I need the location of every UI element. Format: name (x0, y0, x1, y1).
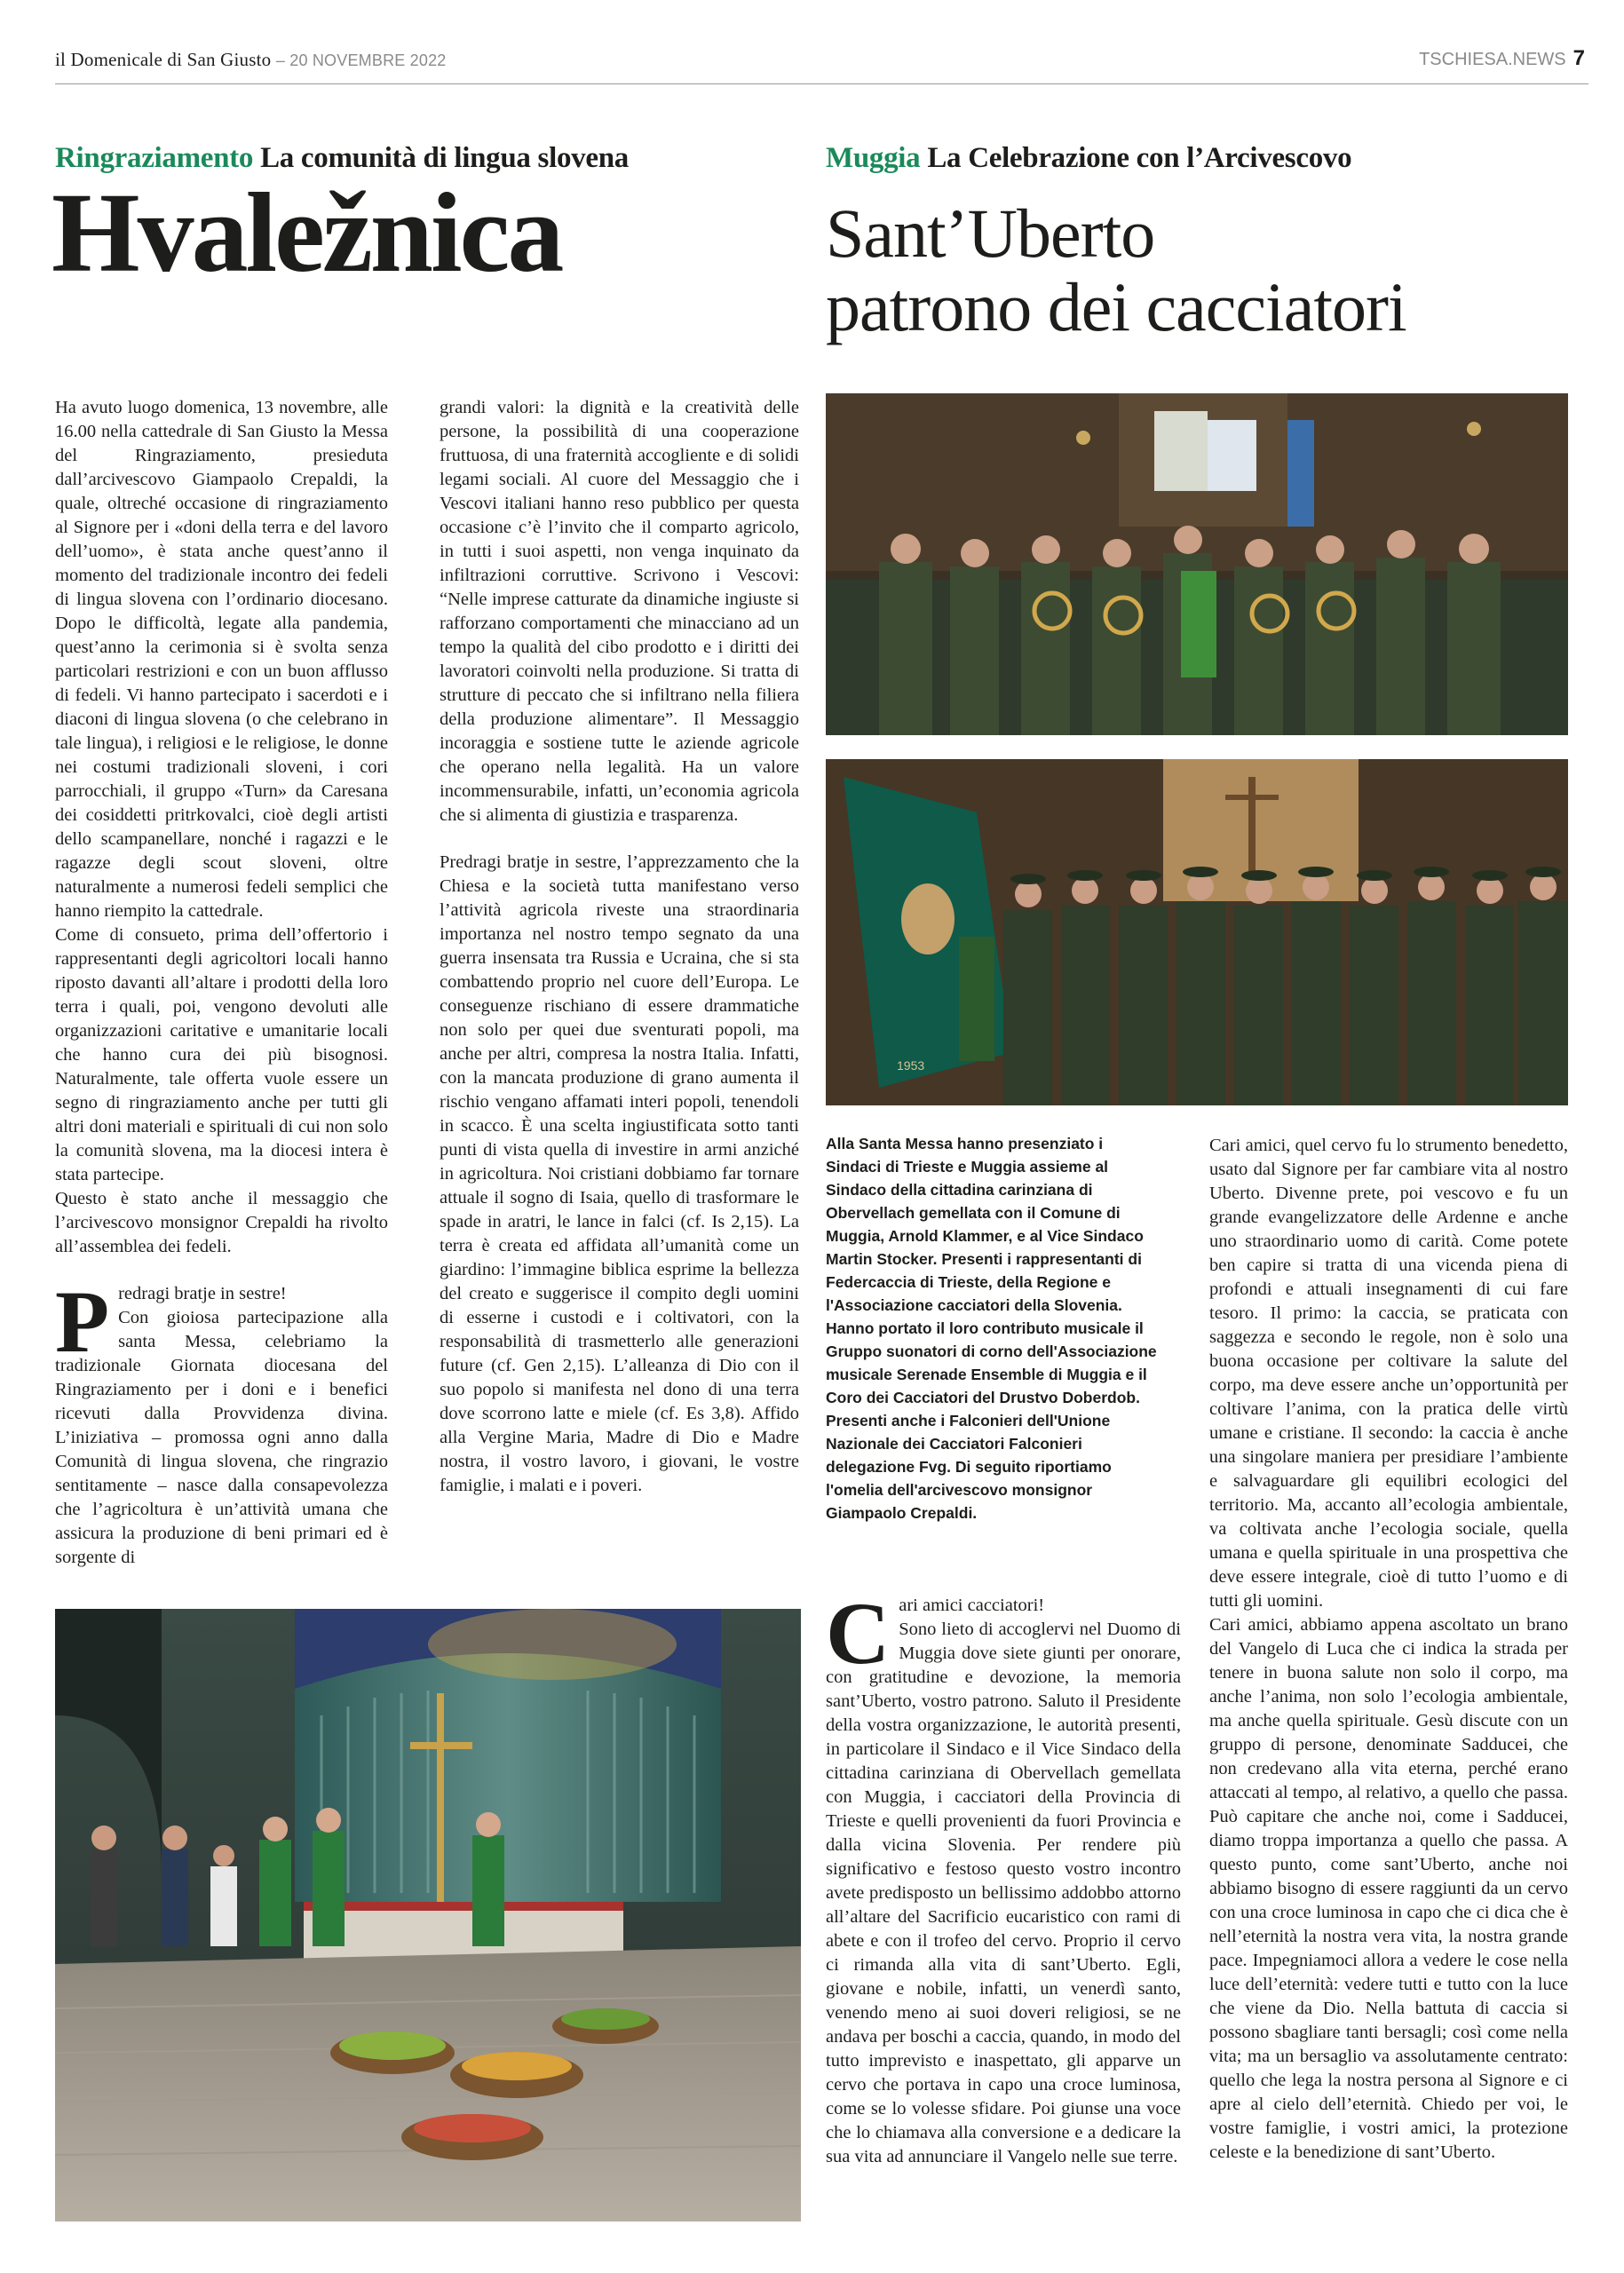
left-kicker-section: Ringraziamento (55, 142, 254, 174)
paragraph: Cari amici, quel cervo fu lo strumento benedetto, usato dal Signore per far cambiare vita al nostro Uberto. Divenne prete, poi vescovo e fu un grande evangelizzatore delle Ardenne e anche uno straordinario uomo di carità. Come potete ben capire si tratta di una vicenda piena di profondi e attuali insegnamenti di cui fare tesoro. Il primo: la caccia, se praticata con saggezza e secondo le regole, non è solo una buona occasione per coltivare la salute del corpo, ma deve essere anche un’opportunità per coltivare l’anima, con la pratica delle virtù umane e cristiane. Il secondo: la caccia è anche una singolare maniera per presidiare l’ambiente e salvaguardare gli equilibri ecologici del territorio. Ma, accanto all’ecologia ambientale, va coltivata anche l’ecologia sociale, quella umana e quella spirituale in una prospettiva che deve essere integrale, cioè di tutto l’uomo e di tutti gli uomini. (1209, 1136, 1568, 1611)
paragraph: Con gioiosa partecipazione alla santa Messa, celebriamo la tradizionale Giornata diocesana del Ringraziamento per i doni e i benefici ricevuti dalla Provvidenza divina. L’iniziativa – promossa ogni anno dalla Comunità di lingua slovena, che ringrazio sentitamente – nasce dalla consapevolezza che l’agricoltura è un’attività umana che assicura la produzione di beni primari ed è sorgente di (55, 1308, 388, 1567)
right-title-line-2: patrono dei cacciatori (826, 267, 1406, 345)
paragraph-with-dropcap (55, 1272, 388, 1570)
photo-illustration (826, 393, 1568, 735)
running-header (55, 49, 447, 71)
paragraph: Questo è stato anche il messaggio che l’arcivescovo monsignor Crepaldi ha rivolto all’assemblea dei fedeli. (55, 1189, 388, 1256)
right-kicker (826, 142, 1351, 175)
left-article-column-1 (55, 396, 388, 1570)
photo-illustration (826, 759, 1568, 1105)
hunters-banner-group-photo (826, 759, 1568, 1105)
paragraph: Cari amici, abbiamo appena ascoltato un brano del Vangelo di Luca che ci indica la strada per tenere in buona salute non solo il corpo, ma anche l’anima, non solo l’ecologia ambientale, ma anche quella spirituale. Gesù discute con un gruppo di persone, denominate Sadducei, che non credevano alla vita eterna, perché erano attaccati al tempo, al relativo, a quello che passa. Può capitare che anche noi, come i Sadducei, diamo troppa importanza a quello che passa. A questo punto, come sant’Uberto, anche noi abbiamo bisogno di essere raggiunti da un cervo con una croce luminosa in capo che ci dica che è nell’eternità la nostra vera vita, la nostra grande pace. Impegniamoci allora a vedere le cose nella luce dell’eternità: vedere tutti e tutto con la luce che viene da Dio. Nella battuta di caccia si possono sbagliare tanti bersagli; così come nella vita; ma un bersaglio va assolutamente centrato: quello che lega la nostra persona al Signore e ci apre al cielo dell’eternità. Chiedo per voi, le vostre famiglie, i vostri amici, la protezione celeste e la benedizione di sant’Uberto. (1209, 1615, 1568, 2162)
header-rule (55, 83, 1588, 84)
page-number: 7 (1573, 46, 1585, 70)
left-article-column-2 (440, 396, 799, 1498)
paragraph: Ha avuto luogo domenica, 13 novembre, alle 16.00 nella cattedrale di San Giusto la Messa del Ringraziamento, presieduta dall’arcivescovo Giampaolo Crepaldi, la quale, oltreché occasione di ringraziamento al Signore per i «doni della terra e del lavoro dell’uomo», è stata anche quest’anno il momento del tradizionale incontro dei fedeli di lingua slovena con l’ordinario diocesano. Dopo le difficoltà, legate alla pandemia, quest’anno la cerimonia si è svolta senza particolari restrizioni e con un buon afflusso di fedeli. Vi hanno partecipato i sacerdoti e i diaconi di lingua slovena (o che celebrano in tale lingua), i religiosi e le religiose, le donne nei costumi tradizionali sloveni, i cori parrocchiali, il gruppo «Turn» da Caresana dei cosiddetti pritrkovalci, cioè degli artisti dello scampanellare, nonché i ragazzi e le ragazze degli scout sloveni, oltre naturalmente a numerosi fedeli semplici che hanno riempito la cattedrale. (55, 398, 388, 921)
paragraph: Come di consueto, prima dell’offertorio i rappresentanti degli agricoltori locali hanno riposto davanti all’altare i prodotti della loro terra i quali, poi, vengono devoluti alle organizzazioni caritative e umanitarie locali che hanno cura dei più bisognosi. Naturalmente, tale offerta vuole essere un segno di ringraziamento anche per tutti gli altri doni materiali e spirituali di cui non solo la comunità slovena, ma la diocesi intera è stata partecipe. (55, 925, 388, 1184)
hunters-horn-group-photo (826, 393, 1568, 735)
svg-text:1953: 1953 (897, 1058, 925, 1073)
right-kicker-text: La Celebrazione con l’Arcivescovo (927, 142, 1352, 174)
cathedral-offertory-photo (55, 1609, 801, 2222)
publication-name: il Domenicale di San Giusto (55, 49, 272, 70)
site-name: TSCHIESA.NEWS (1419, 50, 1566, 69)
right-article-title (826, 194, 1406, 345)
paragraph-with-dropcap (826, 1584, 1181, 2169)
left-article-title: Hvaležnica (51, 170, 562, 296)
paragraph: Predragi bratje in sestre, l’apprezzamento che la Chiesa e la società tutta manifestano verso l’attività agricola riveste una straordinaria importanza nel nostro tempo segnato da una guerra insensata tra Russia e Ucraina, che si sta combattendo proprio nel cuore dell’Europa. Le conseguenze rischiano di essere drammatiche non solo per quei due sventurati popoli, ma anche per altri, compresa la nostra Italia. Infatti, con la mancata produzione di grano aumenta il rischio vengano affamati interi popoli, tenendoli in scacco. È una scelta ingiustificata sotto tanti punti di vista quella di investire in armi anziché in agricoltura. Noi cristiani dobbiamo far tornare attuale il sogno di Isaia, quello di trasformare le spade in aratri, le lance in falci (cf. Is 2,15). La terra è creata ed affidata all’umanità come un giardino: l’immagine biblica esprime la bellezza del creato e suggerisce il compito degli uomini di esserne i custodi e i coltivatori, con la responsabilità di trasmetterlo alle generazioni future (cf. Gen 2,15). L’alleanza di Dio con il suo popolo si manifesta nel dono di una terra dove scorrono latte e miele (cf. Es 3,8). Affido alla Vergine Maria, Madre di Dio e Madre nostra, il vostro lavoro, i giovani, le vostre famiglie, i malati e i poveri. (440, 852, 799, 1495)
left-kicker-text: La comunità di lingua slovena (260, 142, 629, 174)
right-article-column-1 (826, 1584, 1181, 2169)
dropcap: P (55, 1272, 110, 1371)
running-header-right (1419, 46, 1585, 71)
paragraph: grandi valori: la dignità e la creatività delle persone, la possibilità di una cooperazione fruttuosa, di una fraternità accogliente e di solidi legami sociali. Al cuore del Messaggio che i Vescovi italiani hanno reso pubblico per questa occasione c’è l’invito che il comparto agricolo, in tutti i suoi aspetti, non venga inquinato da infiltrazioni corruttive. Scrivono i Vescovi: “Nelle imprese catturate da dinamiche ingiuste si rafforzano comportamenti che minacciano ad un tempo la qualità del cibo prodotto e i diritti dei lavoratori coinvolti nella produzione. Si tratta di strutture di peccato che si infiltrano nella filiera della produzione alimentare”. Il Messaggio incoraggia e sostiene tutte le aziende agricole che operano nella legalità. Ha un valore incommensurabile, infatti, un’economia agricola che si alimenta di giustizia e trasparenza. (440, 398, 799, 825)
issue-date: – 20 NOVEMBRE 2022 (275, 51, 447, 69)
photo-illustration (55, 1609, 801, 2222)
right-article-column-2 (1209, 1134, 1568, 2165)
right-title-line-1: Sant’Uberto (826, 194, 1155, 272)
photo-caption: Alla Santa Messa hanno presenziato i Sindaci di Trieste e Muggia assieme al Sindaco della cittadina carinziana di Obervellach gemellata con il Comune di Muggia, Arnold Klammer, e al Vice Sindaco Martin Stocker. Presenti i rappresentanti di Federcaccia di Trieste, della Regione e l'Associazione cacciatori della Slovenia. Hanno portato il loro contributo musicale il Gruppo suonatori di corno dell'Associazione musicale Serenade Ensemble di Muggia e il Coro dei Cacciatori del Drustvo Doberdob. Presenti anche i Falconieri dell'Unione Nazionale dei Cacciatori Falconieri delegazione Fvg. Di seguito riportiamo l'omelia dell'arcivescovo monsignor Giampaolo Crepaldi. (826, 1135, 1157, 1522)
right-kicker-section: Muggia (826, 142, 921, 174)
dropcap: C (826, 1584, 891, 1683)
dropcap-lead: ari amici cacciatori! (899, 1596, 1045, 1615)
dropcap-lead: redragi bratje in sestre! (118, 1284, 287, 1303)
paragraph: Sono lieto di accoglervi nel Duomo di Muggia dove siete giunti per onorare, con gratitudine e devozione, la memoria sant’Uberto, vostro patrono. Saluto il Presidente della vostra organizzazione, le autorità presenti, in particolare il Sindaco e il Vice Sindaco della cittadina carinziana di Obervellach gemellata con Muggia, i cacciatori della Provincia di Trieste e quelli provenienti da fuori Provincia e dalla vicina Slovenia. Per rendere più significativo e festoso questo vostro incontro avete predisposto un bellissimo addobbo attorno all’altare del Sacrificio eucaristico con rami di abete e con il trofeo del cervo. Proprio il cervo ci rimanda alla vita di sant’Uberto. Egli, giovane e nobile, infatti, un venerdì santo, venendo meno ai suoi doveri religiosi, se ne andava per boschi a caccia, quando, in modo del tutto imprevisto e inaspettato, gli apparve un cervo che portava in capo una croce luminosa, come se lo volesse sfidare. Poi giunse una voce che lo chiamava alla conversione e a dedicare la sua vita ad annunciare il Vangelo nelle sue terre. (826, 1620, 1181, 2166)
